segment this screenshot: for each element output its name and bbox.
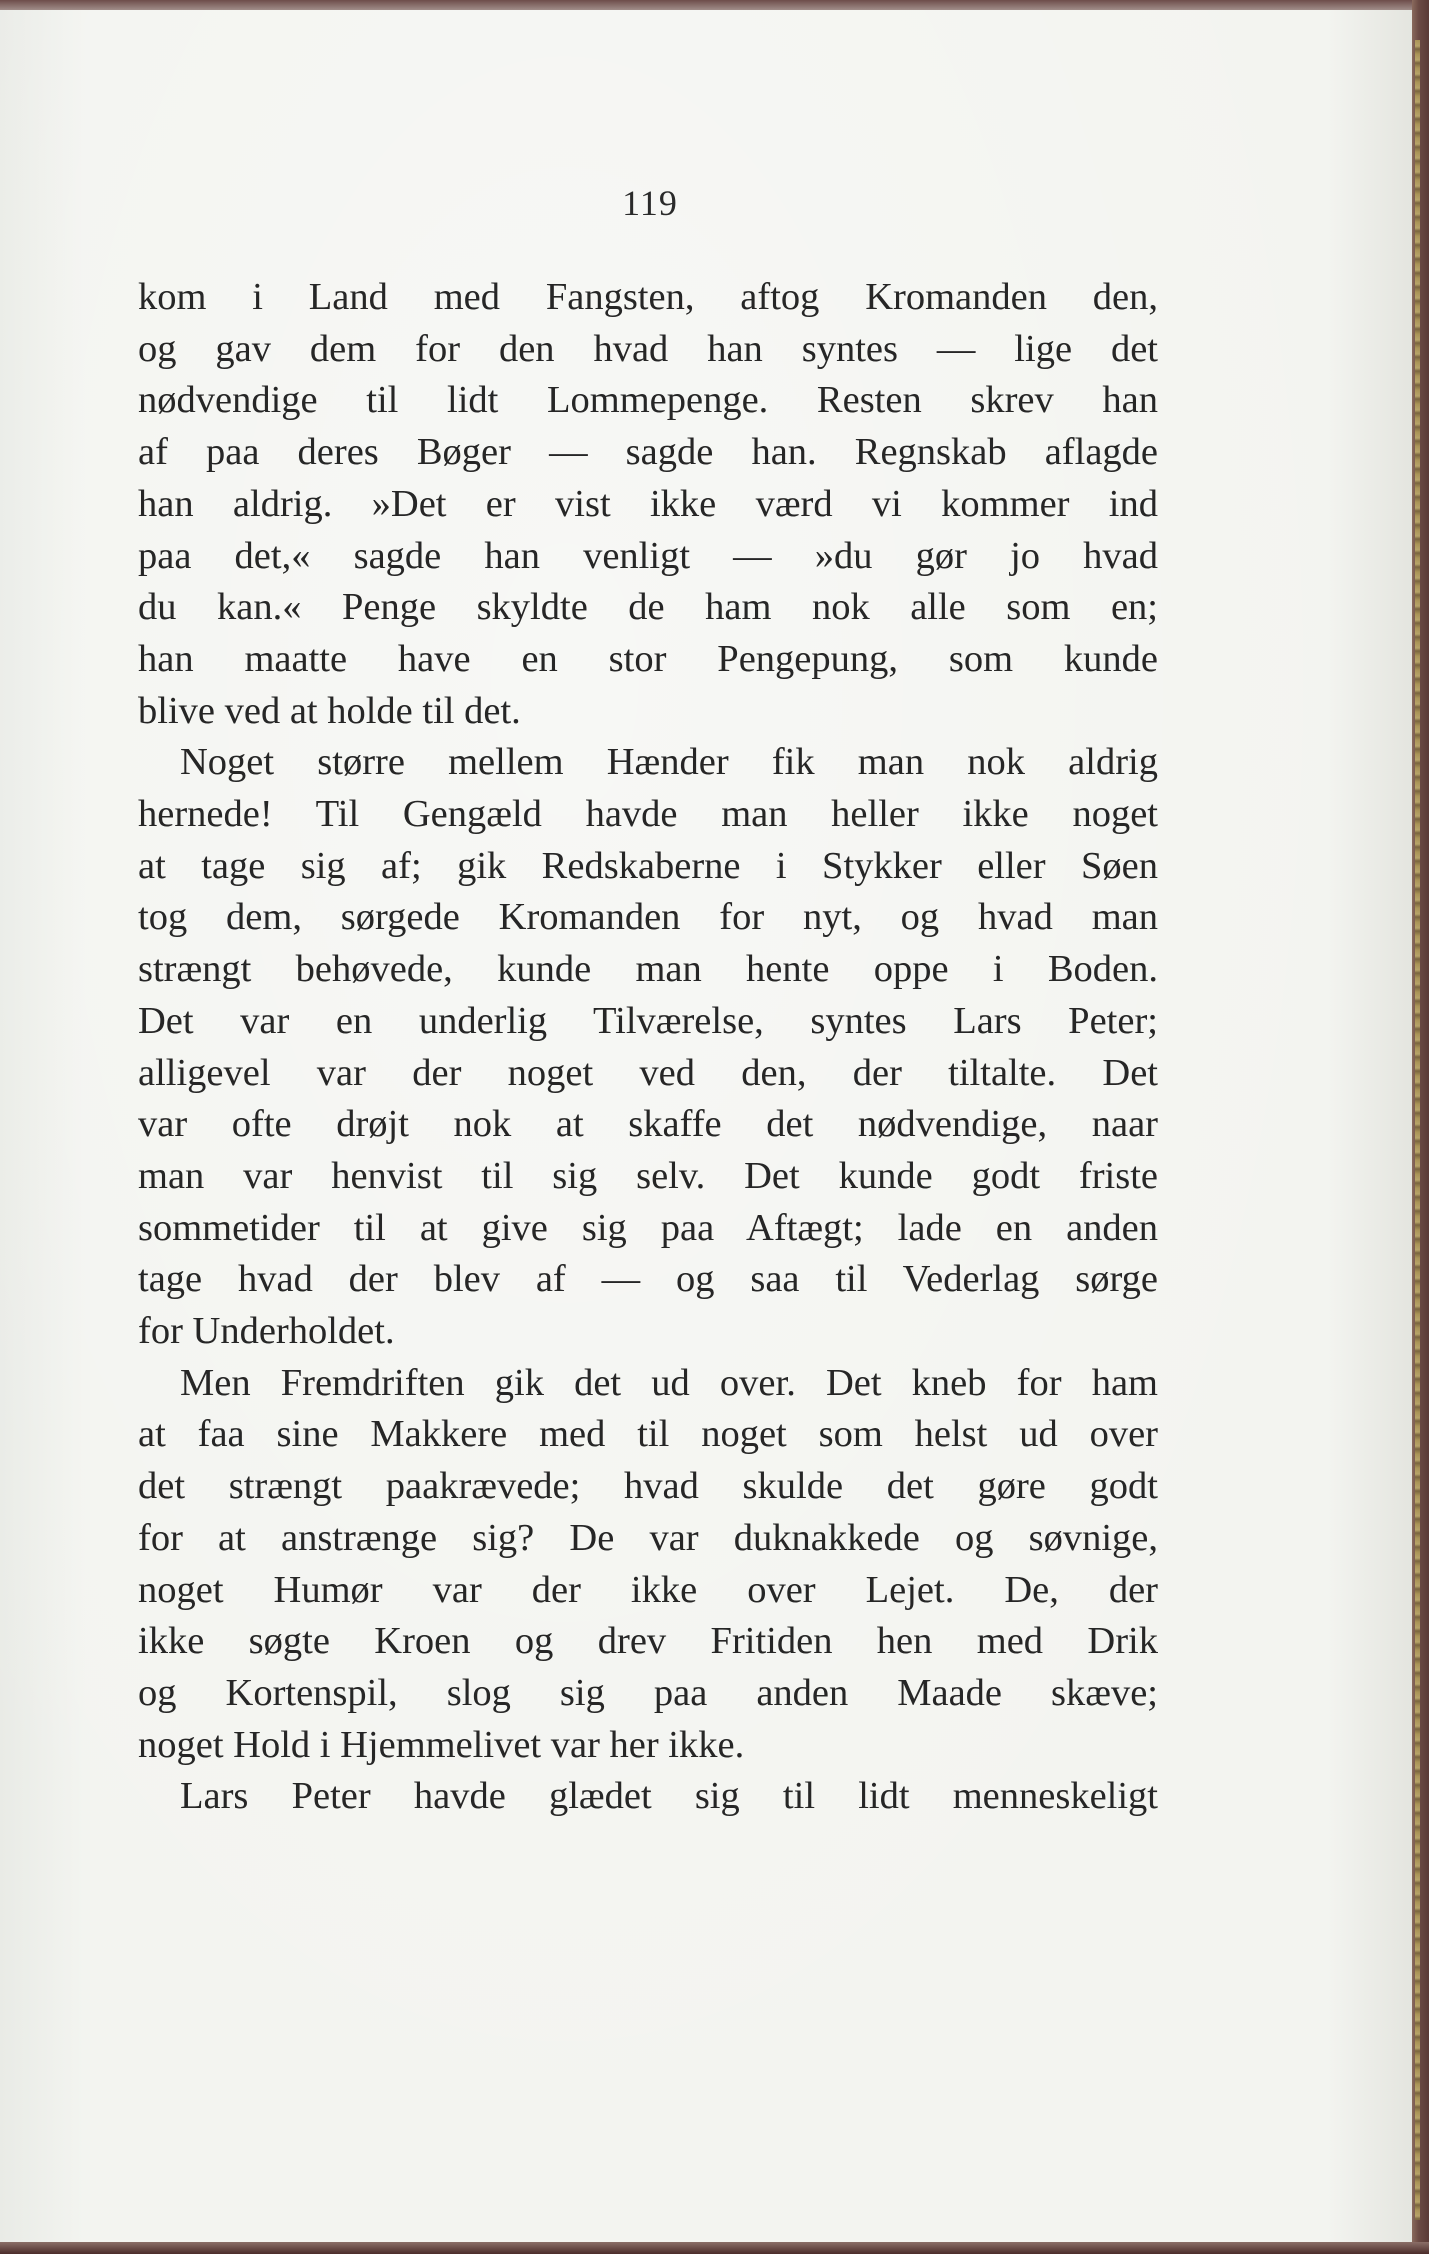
page-top-edge bbox=[0, 0, 1429, 10]
body-text bbox=[138, 272, 1158, 1823]
text-line: for at anstrænge sig? De var duknakkede og søvnige, bbox=[138, 1516, 1158, 1559]
text-line: noget Humør var der ikke over Lejet. De, der bbox=[138, 1568, 1158, 1611]
text-line: noget Hold i Hjemmelivet var her ikke. bbox=[138, 1723, 745, 1766]
text-line: det strængt paakrævede; hvad skulde det gøre godt bbox=[138, 1465, 1158, 1508]
text-line: strængt behøvede, kunde man hente oppe i Boden. bbox=[138, 948, 1158, 991]
text-line: han aldrig. »Det er vist ikke værd vi kommer ind bbox=[138, 482, 1158, 525]
book-page bbox=[0, 10, 1412, 2242]
text-line: nødvendige til lidt Lommepenge. Resten skrev han bbox=[138, 379, 1158, 422]
text-line: tage hvad der blev af — og saa til Vederlag sørge bbox=[138, 1258, 1158, 1301]
text-line: paa det,« sagde han venligt — »du gør jo hvad bbox=[138, 534, 1158, 577]
text-line: Det var en underlig Tilværelse, syntes Lars Peter; bbox=[138, 999, 1158, 1042]
gilt-edge bbox=[1415, 40, 1420, 2220]
text-line: for Underholdet. bbox=[138, 1310, 395, 1353]
text-line: Noget større mellem Hænder fik man nok aldrig bbox=[180, 741, 1158, 784]
text-line: og Kortenspil, slog sig paa anden Maade skæve; bbox=[138, 1671, 1158, 1714]
text-line: tog dem, sørgede Kromanden for nyt, og hvad man bbox=[138, 896, 1158, 939]
text-line: alligevel var der noget ved den, der tiltalte. Det bbox=[138, 1051, 1158, 1094]
text-line: kom i Land med Fangsten, aftog Kromanden den, bbox=[138, 276, 1158, 318]
text-line: du kan.« Penge skyldte de ham nok alle som en; bbox=[138, 586, 1158, 629]
text-line: at faa sine Makkere med til noget som helst ud over bbox=[138, 1413, 1158, 1456]
text-line: sommetider til at give sig paa Aftægt; lade en anden bbox=[138, 1206, 1158, 1249]
page-bottom-edge bbox=[0, 2242, 1429, 2254]
text-line: han maatte have en stor Pengepung, som kunde bbox=[138, 637, 1158, 680]
text-line: blive ved at holde til det. bbox=[138, 689, 521, 732]
page-number: 119 bbox=[622, 183, 678, 223]
text-line: at tage sig af; gik Redskaberne i Stykker eller Søen bbox=[138, 844, 1158, 887]
text-line: og gav dem for den hvad han syntes — lige det bbox=[138, 327, 1158, 370]
text-line: Lars Peter havde glædet sig til lidt menneskeligt bbox=[180, 1775, 1158, 1818]
book-fore-edge bbox=[1412, 0, 1429, 2254]
text-line: ikke søgte Kroen og drev Fritiden hen med Drik bbox=[138, 1620, 1158, 1663]
text-line: hernede! Til Gengæld havde man heller ikke noget bbox=[138, 793, 1158, 836]
text-line: man var henvist til sig selv. Det kunde godt friste bbox=[138, 1154, 1158, 1197]
text-line: var ofte drøjt nok at skaffe det nødvendige, naar bbox=[138, 1103, 1158, 1146]
text-line: Men Fremdriften gik det ud over. Det kneb for ham bbox=[180, 1361, 1158, 1404]
text-line: af paa deres Bøger — sagde han. Regnskab aflagde bbox=[138, 431, 1158, 474]
